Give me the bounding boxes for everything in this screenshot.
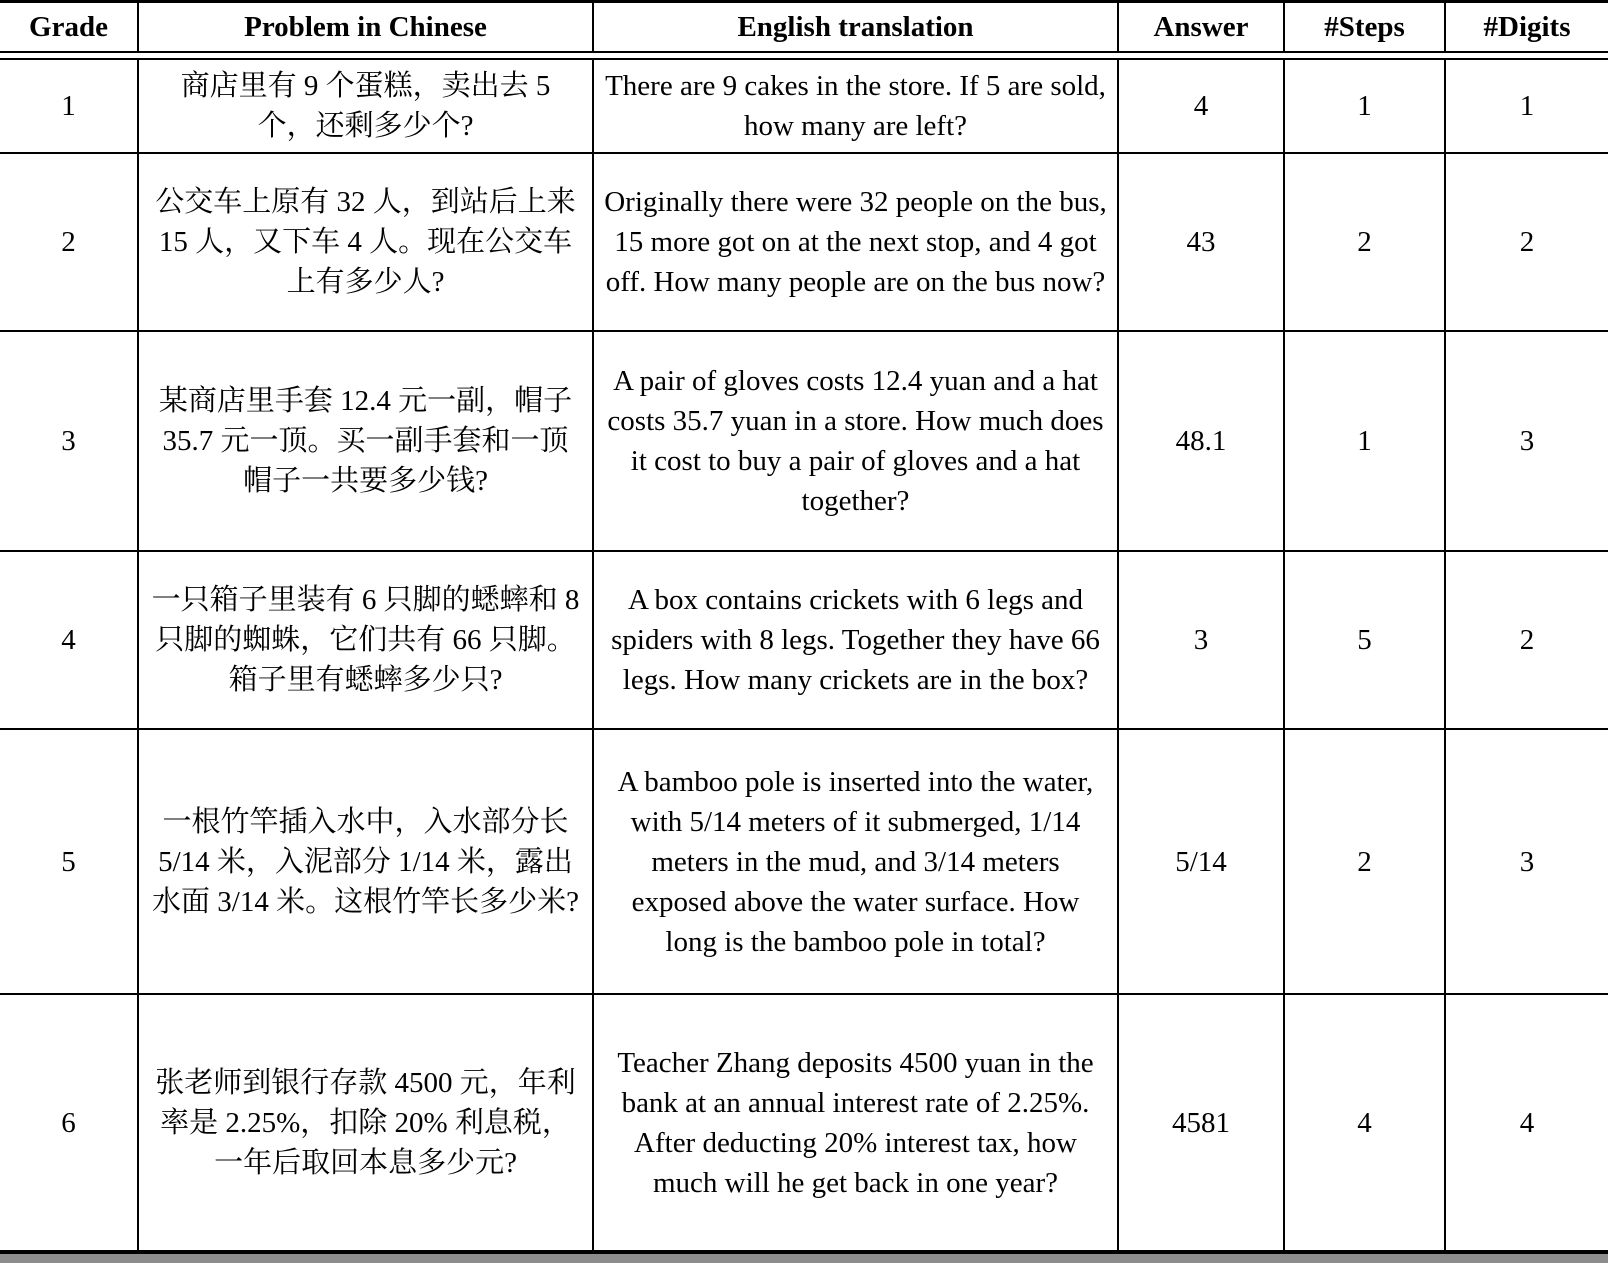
cell-grade: 2 xyxy=(0,154,137,332)
cell-answer: 48.1 xyxy=(1117,332,1283,552)
table-row xyxy=(0,995,1608,1250)
cell-digits: 2 xyxy=(1444,154,1608,332)
cell-translation_en: A bamboo pole is inserted into the water, with 5/14 meters of it submerged, 1/14 meters in the mud, and 3/14 meters exposed above the water surface. How long is the bamboo pole in total? xyxy=(592,730,1117,995)
cell-problem_zh: 一根竹竿插入水中，入水部分长 5/14 米，入泥部分 1/14 米，露出水面 3/14 米。这根竹竿长多少米? xyxy=(137,730,592,995)
cell-steps: 1 xyxy=(1283,332,1444,552)
column-header-steps: #Steps xyxy=(1283,3,1444,53)
cell-grade: 6 xyxy=(61,1106,76,1139)
cell-grade: 5 xyxy=(0,730,137,995)
cell-answer: 3 xyxy=(1117,552,1283,730)
cell-problem_zh: 公交车上原有 32 人，到站后上来 15 人，又下车 4 人。现在公交车上有多少人? xyxy=(137,154,592,332)
cell-digits: 2 xyxy=(1444,552,1608,730)
cell-digits: 3 xyxy=(1444,730,1608,995)
header-double-rule-gap-cell xyxy=(0,53,1608,60)
cell-problem_zh: 商店里有 9 个蛋糕，卖出去 5 个，还剩多少个? xyxy=(137,60,592,154)
cell-digits: 1 xyxy=(1444,60,1608,154)
cell-translation_en: A pair of gloves costs 12.4 yuan and a hat costs 35.7 yuan in a store. How much does it cost to buy a pair of gloves and a hat together? xyxy=(592,332,1117,552)
column-header-digits: #Digits xyxy=(1444,3,1608,53)
cell-problem_zh: 某商店里手套 12.4 元一副，帽子 35.7 元一顶。买一副手套和一顶帽子一共要多少钱? xyxy=(137,332,592,552)
cell-translation_en: Originally there were 32 people on the bus, 15 more got on at the next stop, and 4 got off. How many people are on the bus now? xyxy=(592,154,1117,332)
header-row xyxy=(0,3,1608,53)
table-row xyxy=(0,552,1608,730)
cell-answer: 5/14 xyxy=(1117,730,1283,995)
cell-translation_en: Teacher Zhang deposits 4500 yuan in the bank at an annual interest rate of 2.25%. After deducting 20% interest tax, how much will he get back in one year? xyxy=(592,995,1117,1250)
cell-steps: 5 xyxy=(1283,552,1444,730)
header-double-rule-gap xyxy=(0,53,1608,60)
cell-grade: 1 xyxy=(0,60,137,154)
cell-steps: 2 xyxy=(1283,730,1444,995)
cell-steps: 2 xyxy=(1283,154,1444,332)
table-row xyxy=(0,154,1608,332)
cell-grade: 3 xyxy=(0,332,137,552)
cell-translation_en: There are 9 cakes in the store. If 5 are sold, how many are left? xyxy=(592,60,1117,154)
cell-digits: 3 xyxy=(1444,332,1608,552)
cell-translation_en: A box contains crickets with 6 legs and spiders with 8 legs. Together they have 66 legs. How many crickets are in the box? xyxy=(592,552,1117,730)
cell-steps: 4 xyxy=(1283,995,1444,1250)
screenshot-bottom-edge xyxy=(0,1254,1608,1263)
table-row xyxy=(0,332,1608,552)
cell-answer: 4 xyxy=(1117,60,1283,154)
cell-problem_zh: 一只箱子里装有 6 只脚的蟋蟀和 8 只脚的蜘蛛，它们共有 66 只脚。箱子里有蟋蟀多少只? xyxy=(137,552,592,730)
column-header-grade: Grade xyxy=(0,3,137,53)
cell-problem_zh: 张老师到银行存款 4500 元，年利率是 2.25%，扣除 20% 利息税，一年后取回本息多少元? xyxy=(137,995,592,1250)
table-row xyxy=(0,60,1608,154)
table-row xyxy=(0,730,1608,995)
cell-grade: 4 xyxy=(0,552,137,730)
cell-answer: 43 xyxy=(1117,154,1283,332)
cell-digits: 4 xyxy=(1444,995,1608,1250)
column-header-english-translation: English translation xyxy=(592,3,1117,53)
column-header-problem-in-chinese: Problem in Chinese xyxy=(137,3,592,53)
cell-answer: 4581 xyxy=(1117,995,1283,1250)
column-header-answer: Answer xyxy=(1117,3,1283,53)
cell-steps: 1 xyxy=(1283,60,1444,154)
